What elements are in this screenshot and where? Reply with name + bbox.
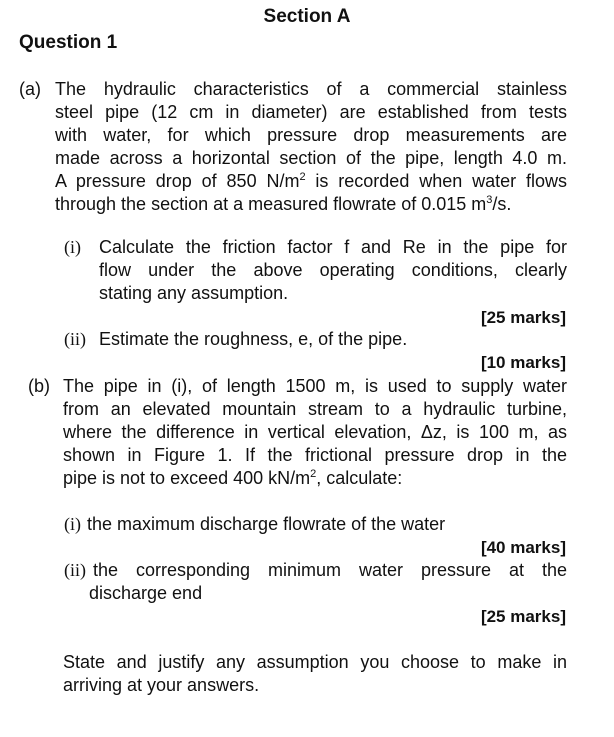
part-a-line: steel pipe (12 cm in diameter) are established from tests — [55, 102, 567, 122]
part-b-sub-ii-text — [89, 559, 567, 605]
question-title: Question 1 — [19, 32, 118, 53]
part-a-sub-ii-label: (ii) — [64, 329, 86, 349]
part-a-sub-i-line: Calculate the friction factor f and Re in the pipe for — [99, 237, 567, 257]
part-b-sub-i-text: the maximum discharge flowrate of the water — [87, 514, 446, 534]
part-b-sub-ii-label: (ii) — [64, 560, 86, 580]
part-a-line: with water, for which pressure drop measurements are — [55, 125, 567, 145]
part-a-sub-i-text — [99, 236, 567, 305]
part-b-line: The pipe in (i), of length 1500 m, is used to supply water — [63, 376, 567, 396]
section-title: Section A — [263, 6, 351, 27]
part-b-text — [63, 375, 567, 490]
closing-line: State and justify any assumption you choose to make in — [63, 652, 567, 672]
part-a-line: A pressure drop of 850 $N/m^2$ is recorded when water flows — [55, 171, 567, 191]
part-a-line: through the section at a measured flowrate of 0.015 $m^3/s$. — [55, 194, 512, 214]
part-b-line: pipe is not to exceed 400 $kN/m^2$, calculate: — [63, 468, 403, 488]
part-b-line: from an elevated mountain stream to a hydraulic turbine, — [63, 399, 567, 419]
part-b-sub-ii-line: discharge end — [89, 583, 203, 603]
part-a-line: made across a horizontal section of the pipe, length 4.0 m. — [55, 148, 567, 168]
part-a-sub-i-marks: [25 marks] — [480, 308, 566, 327]
part-b-sub-i-marks: [40 marks] — [480, 538, 566, 557]
closing-text — [63, 651, 567, 697]
part-a-sub-ii-text: Estimate the roughness, e, of the pipe. — [99, 329, 408, 349]
part-b-line: shown in Figure 1. If the frictional pressure drop in the — [63, 445, 567, 465]
part-a-line: The hydraulic characteristics of a commercial stainless — [55, 79, 567, 99]
part-a-sub-i-line: stating any assumption. — [99, 283, 289, 303]
part-b-sub-ii-line: the corresponding minimum water pressure at the — [93, 560, 567, 580]
part-a-label: (a) — [19, 79, 41, 99]
part-a-sub-ii-marks: [10 marks] — [480, 353, 566, 372]
part-b-line: where the difference in vertical elevation, Δz, is 100 m, as — [63, 422, 567, 442]
part-a-text — [55, 78, 567, 216]
part-b-label: (b) — [28, 376, 50, 396]
part-a-sub-i-label: (i) — [64, 237, 81, 257]
part-b-sub-ii-marks: [25 marks] — [480, 607, 566, 626]
part-b-sub-i-label: (i) — [64, 514, 81, 534]
closing-line: arriving at your answers. — [63, 675, 260, 695]
part-a-sub-i-line: flow under the above operating conditions, clearly — [99, 260, 567, 280]
